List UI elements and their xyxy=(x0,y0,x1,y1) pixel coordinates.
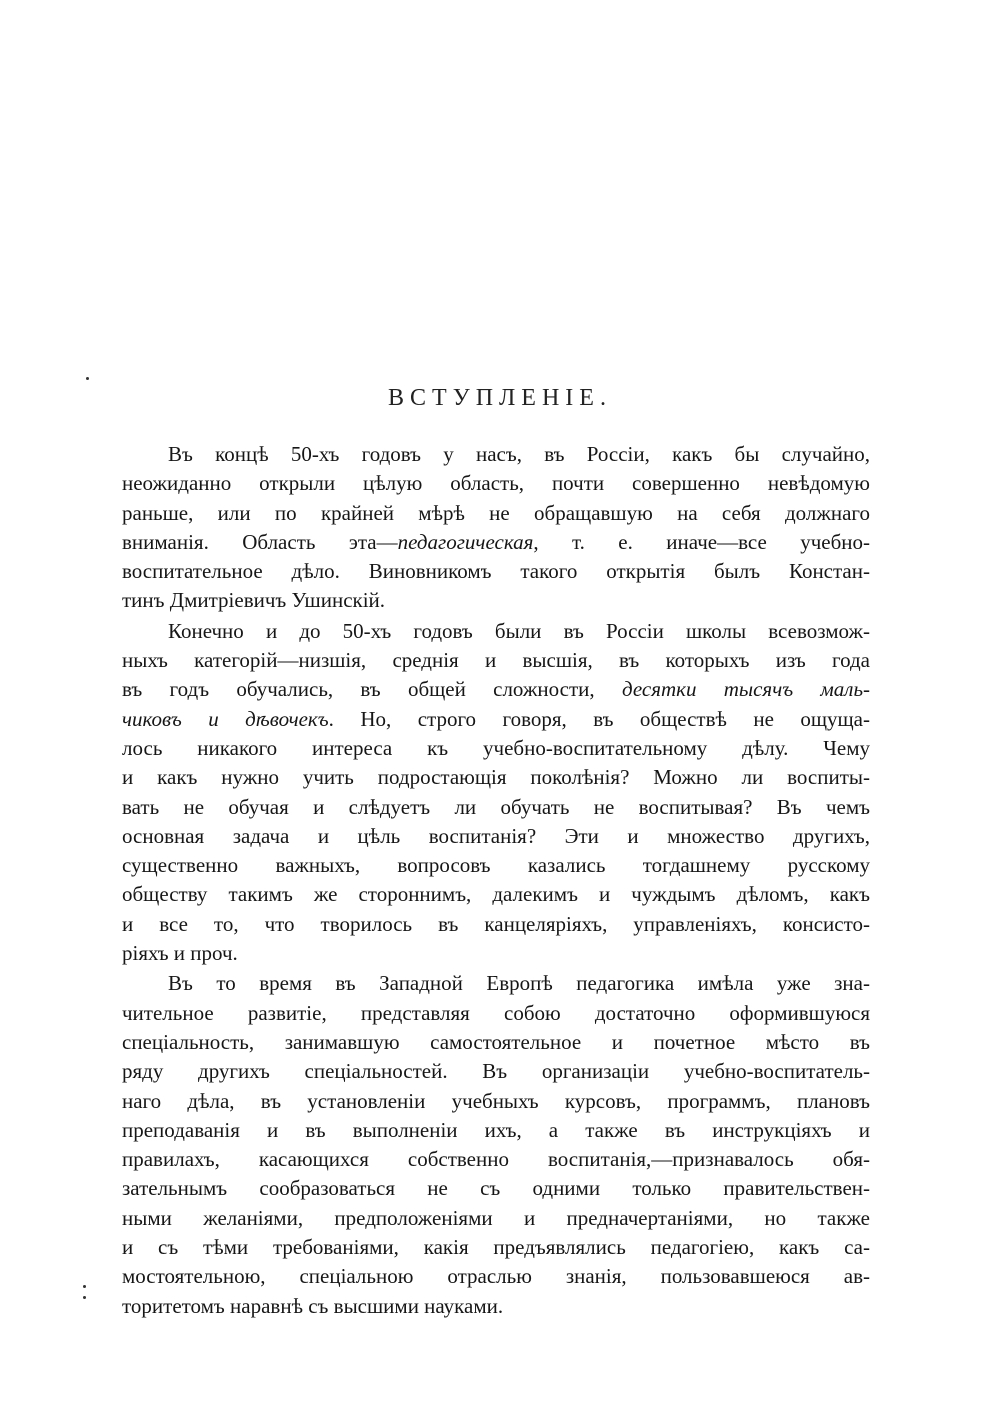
text-line: ными желаніями, предположеніями и предначертаніями, но также xyxy=(122,1205,870,1230)
text-line: Въ концѣ 50-хъ годовъ у насъ, въ Россіи, какъ бы случайно, xyxy=(168,442,870,466)
stray-print-mark xyxy=(83,1296,86,1299)
text-line: обществу такимъ же стороннимъ, далекимъ и чуждымъ дѣломъ, какъ xyxy=(122,882,870,907)
text-line: неожиданно открыли цѣлую область, почти совершенно невѣдомую xyxy=(122,471,870,496)
italic-text-run: педагогическая xyxy=(397,529,534,554)
text-run: вниманія. Область эта— xyxy=(122,529,398,554)
text-line: ныхъ категорій—низшія, среднія и высшія, въ которыхъ изъ года xyxy=(122,648,870,673)
text-line xyxy=(122,705,870,734)
text-run: . Но, строго говоря, въ обществѣ не ощуща- xyxy=(328,706,870,731)
text-line: существенно важныхъ, вопросовъ казались тогдашнему русскому xyxy=(122,853,870,878)
stray-print-mark xyxy=(86,377,89,380)
text-line: торитетомъ наравнѣ съ высшими науками. xyxy=(122,1293,504,1318)
italic-text-run: десятки тысячъ маль- xyxy=(621,677,870,702)
text-line: ряду другихъ спеціальностей. Въ организаціи учебно-воспитатель- xyxy=(122,1059,870,1084)
text-line: ріяхъ и проч. xyxy=(122,941,238,966)
text-line: зательнымъ сообразоваться не съ одними только правительствен- xyxy=(122,1176,870,1201)
text-line: наго дѣла, въ установленіи учебныхъ курсовъ, программъ, плановъ xyxy=(122,1088,870,1113)
text-line: Въ то время въ Западной Европѣ педагогика имѣла уже зна- xyxy=(168,971,870,996)
text-line: Конечно и до 50-хъ годовъ были въ Россіи школы всевозмож- xyxy=(168,618,870,643)
text-line: и какъ нужно учить подростающія поколѣнія? Можно ли воспиты- xyxy=(122,765,870,790)
text-line: лось никакого интереса къ учебно-воспитательному дѣлу. Чему xyxy=(122,735,870,760)
body-text xyxy=(122,440,870,1321)
text-line: чительное развитіе, представляя собою достаточно оформившуюся xyxy=(122,1000,870,1025)
text-run: , т. е. иначе—все учебно- xyxy=(533,529,871,554)
paragraph xyxy=(122,440,870,616)
paragraph xyxy=(122,617,870,969)
paragraph xyxy=(122,969,870,1321)
text-line: тинъ Дмитріевичъ Ушинскій. xyxy=(122,588,386,613)
text-line: воспитательное дѣло. Виновникомъ такого открытія былъ Констан- xyxy=(122,559,870,584)
text-line: мостоятельною, спеціальною отраслью знанія, пользовавшеюся ав- xyxy=(122,1264,870,1289)
text-line xyxy=(122,675,870,704)
text-run: въ годъ обучались, въ общей сложности, xyxy=(122,677,622,702)
text-line: и съ тѣми требованіями, какія предъявлялись педагогіею, какъ са- xyxy=(122,1235,870,1260)
text-line: преподаванія и въ выполненіи ихъ, а также въ инструкціяхъ и xyxy=(122,1117,870,1142)
stray-print-mark xyxy=(83,1285,86,1288)
text-line: спеціальность, занимавшую самостоятельное и почетное мѣсто въ xyxy=(122,1029,870,1054)
chapter-heading: ВСТУПЛЕНІЕ. xyxy=(388,385,612,411)
text-line: и все то, что творилось въ канцеляріяхъ, управленіяхъ, консисто- xyxy=(122,911,870,936)
italic-text-run: чиковъ и дѣвочекъ xyxy=(122,706,329,731)
text-line: раньше, или по крайней мѣрѣ не обращавшую на себя должнаго xyxy=(122,500,870,525)
text-line: основная задача и цѣль воспитанія? Эти и множество другихъ, xyxy=(122,823,870,848)
text-line: правилахъ, касающихся собственно воспитанія,—признавалось обя- xyxy=(122,1147,870,1172)
text-line xyxy=(122,528,870,557)
text-line: вать не обучая и слѣдуетъ ли обучать не воспитывая? Въ чемъ xyxy=(122,794,870,819)
